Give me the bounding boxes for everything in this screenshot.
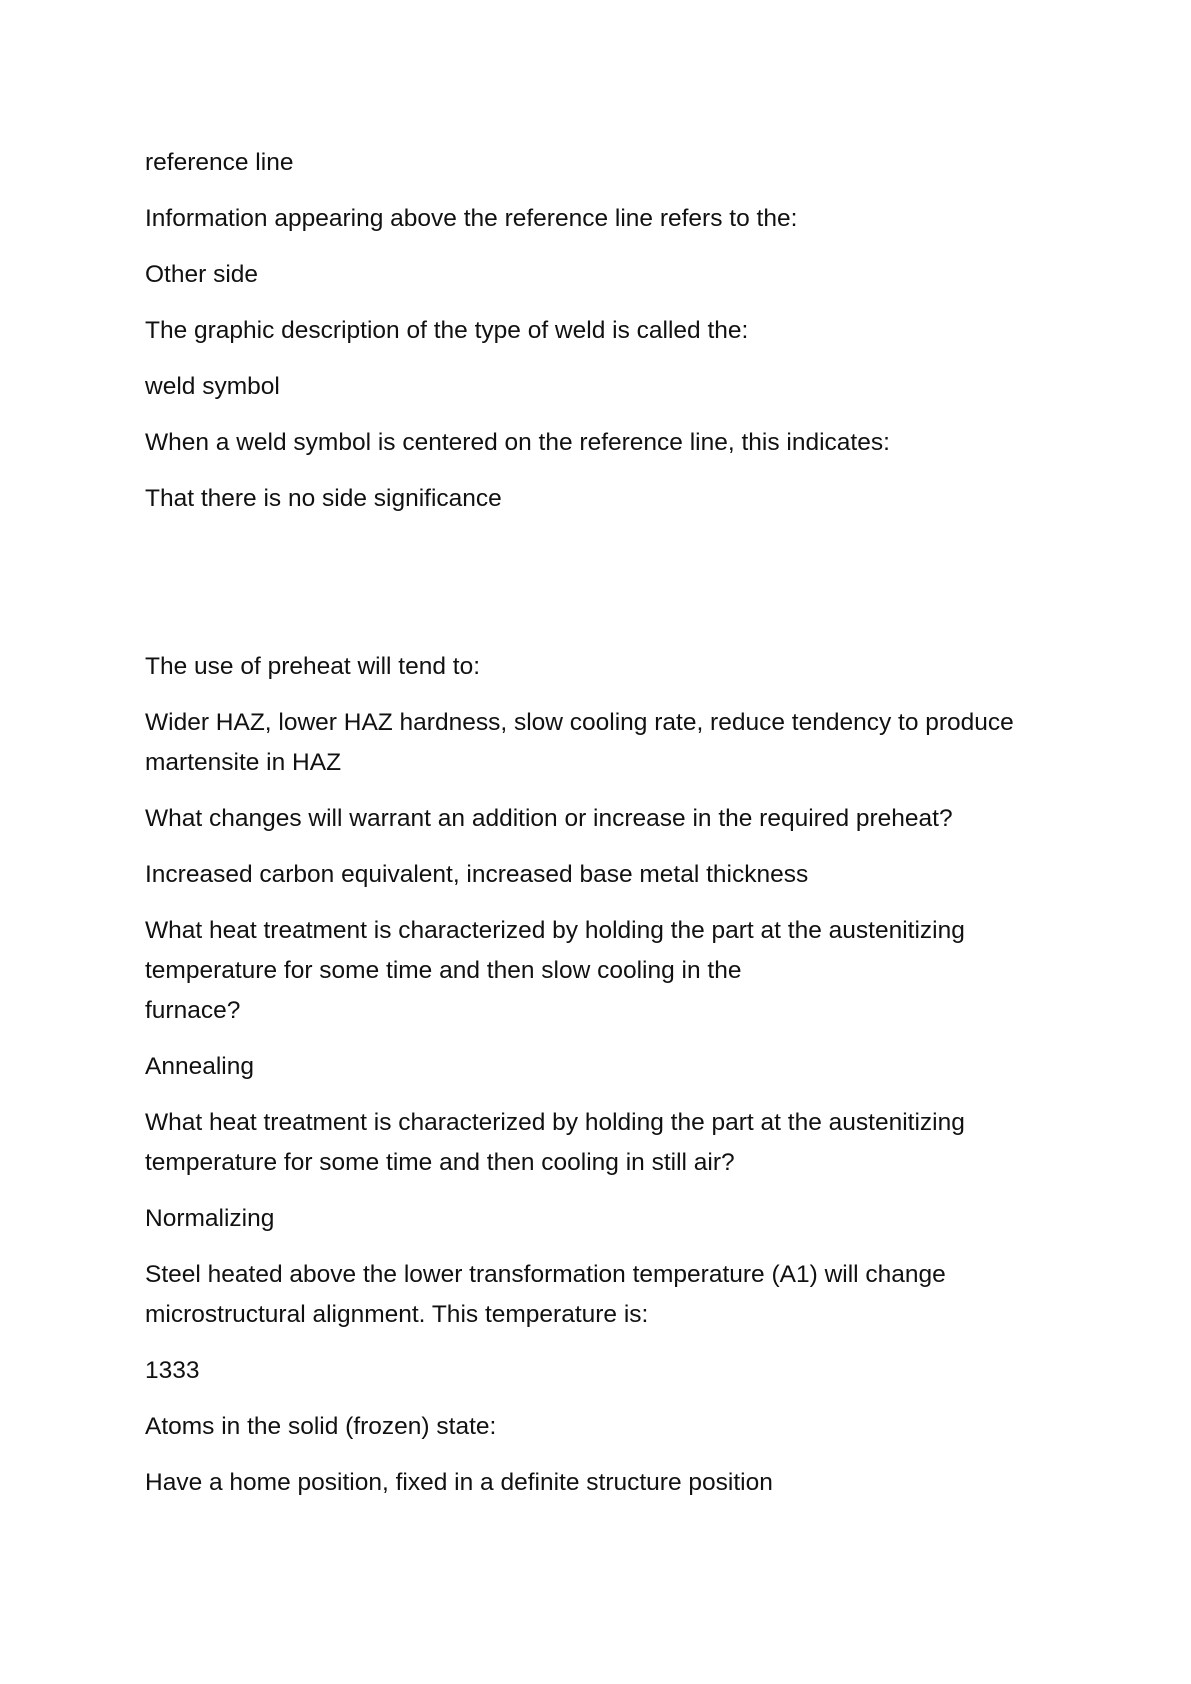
- answer-text: That there is no side significance: [145, 485, 502, 512]
- question-text: What heat treatment is characterized by holding the part at the austenitizing: [145, 917, 965, 944]
- question-text: What heat treatment is characterized by holding the part at the austenitizing: [145, 1109, 965, 1136]
- answer-text: 1333: [145, 1357, 200, 1384]
- answer-text: weld symbol: [145, 373, 280, 400]
- question-text-continued: temperature for some time and then cooling in still air?: [145, 1149, 735, 1176]
- answer-text: Have a home position, fixed in a definite structure position: [145, 1469, 773, 1496]
- question-text: When a weld symbol is centered on the reference line, this indicates:: [145, 429, 890, 456]
- question-text-continued: microstructural alignment. This temperature is:: [145, 1301, 649, 1328]
- question-text: The use of preheat will tend to:: [145, 653, 481, 680]
- answer-text: Increased carbon equivalent, increased base metal thickness: [145, 861, 809, 888]
- answer-text: reference line: [145, 149, 294, 176]
- question-text: Atoms in the solid (frozen) state:: [145, 1413, 497, 1440]
- question-text: The graphic description of the type of weld is called the:: [145, 317, 749, 344]
- question-text: Steel heated above the lower transformation temperature (A1) will change: [145, 1261, 946, 1288]
- answer-text: Normalizing: [145, 1205, 275, 1232]
- question-text: What changes will warrant an addition or increase in the required preheat?: [145, 805, 953, 832]
- answer-text-continued: martensite in HAZ: [145, 749, 342, 776]
- question-text: Information appearing above the reference line refers to the:: [145, 205, 798, 232]
- question-text-continued: furnace?: [145, 997, 241, 1024]
- answer-text: Annealing: [145, 1053, 254, 1080]
- answer-text: Other side: [145, 261, 259, 288]
- question-text-continued: temperature for some time and then slow cooling in the: [145, 957, 742, 984]
- answer-text: Wider HAZ, lower HAZ hardness, slow cooling rate, reduce tendency to produce: [145, 709, 1014, 736]
